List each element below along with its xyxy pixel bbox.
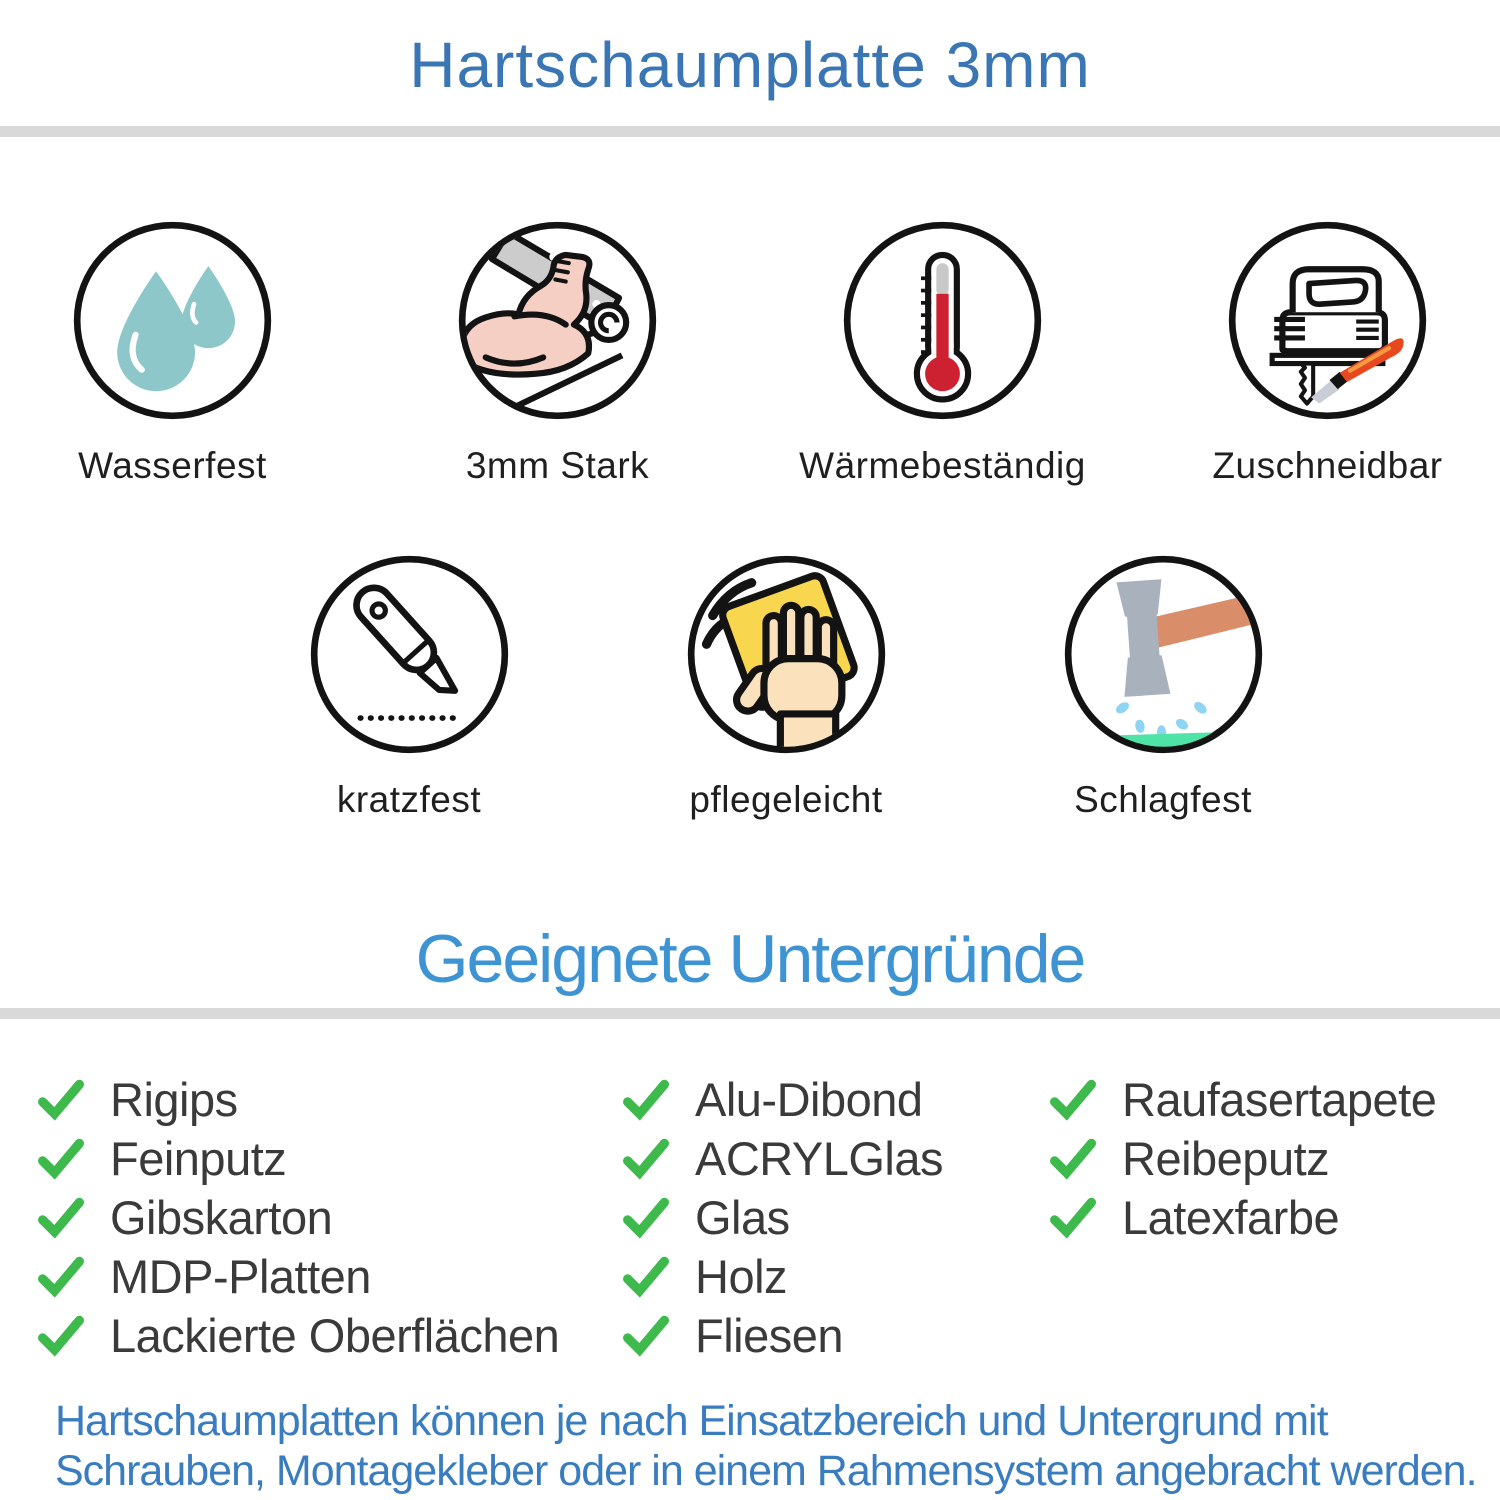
divider-line — [0, 1008, 1500, 1019]
substrate-column-3 — [1050, 1070, 1436, 1247]
section-title-untergruende: Geeignete Untergründe — [415, 921, 1085, 997]
list-item — [623, 1306, 943, 1365]
checkmark-icon — [623, 1077, 669, 1123]
list-item — [623, 1188, 943, 1247]
mounting-note-line1: Hartschaumplatten können je nach Einsatzbereich und Untergrund mit — [55, 1397, 1328, 1445]
water-drops-icon — [70, 218, 275, 423]
list-item — [1050, 1129, 1436, 1188]
substrate-label: Latexfarbe — [1122, 1191, 1340, 1244]
substrate-label: MDP-Platten — [110, 1250, 371, 1303]
feature-wasserfest — [70, 218, 275, 487]
divider-line — [0, 126, 1500, 137]
page-title: Hartschaumplatte 3mm — [409, 29, 1091, 101]
substrate-label: Fliesen — [695, 1309, 844, 1362]
feature-label: Wärmebeständig — [799, 445, 1086, 486]
mounting-note-line2: Schrauben, Montagekleber oder in einem Rahmensystem angebracht werden. — [55, 1447, 1477, 1495]
utility-knife-icon — [307, 552, 512, 757]
feature-label: Schlagfest — [1074, 779, 1252, 820]
feature-label: Zuschneidbar — [1212, 445, 1443, 486]
substrate-label: Raufasertapete — [1122, 1073, 1437, 1126]
feature-kratzfest — [307, 552, 512, 821]
thermometer-icon — [840, 218, 1045, 423]
hammer-impact-icon — [1061, 552, 1266, 757]
checkmark-icon — [1050, 1195, 1096, 1241]
substrate-label: Gibskarton — [110, 1191, 333, 1244]
feature-pflegeleicht — [684, 552, 889, 821]
checkmark-icon — [38, 1136, 84, 1182]
feature-label: pflegeleicht — [689, 779, 883, 820]
cleaning-cloth-hand-icon — [684, 552, 889, 757]
substrate-column-2 — [623, 1070, 943, 1365]
substrate-label: Glas — [695, 1191, 790, 1244]
checkmark-icon — [38, 1254, 84, 1300]
feature-3mm-stark — [455, 218, 660, 487]
substrate-label: Holz — [695, 1250, 788, 1303]
list-item — [38, 1070, 559, 1129]
list-item — [38, 1188, 559, 1247]
checkmark-icon — [38, 1195, 84, 1241]
substrate-column-1 — [38, 1070, 559, 1365]
list-item — [38, 1306, 559, 1365]
substrate-label: Feinputz — [110, 1132, 287, 1185]
checkmark-icon — [623, 1313, 669, 1359]
substrate-label: Lackierte Oberflächen — [110, 1309, 560, 1362]
checkmark-icon — [623, 1254, 669, 1300]
checkmark-icon — [623, 1136, 669, 1182]
feature-schlagfest — [1061, 552, 1266, 821]
list-item — [38, 1247, 559, 1306]
jigsaw-knife-icon — [1225, 218, 1430, 423]
feature-label: kratzfest — [336, 779, 482, 820]
feature-waermebestaendig — [799, 218, 1086, 487]
mounting-note — [55, 1396, 1477, 1496]
list-item — [623, 1129, 943, 1188]
checkmark-icon — [1050, 1077, 1096, 1123]
checkmark-icon — [38, 1313, 84, 1359]
feature-zuschneidbar — [1212, 218, 1443, 487]
muscle-arm-roll-icon — [455, 218, 660, 423]
list-item — [38, 1129, 559, 1188]
substrate-label: Rigips — [110, 1073, 238, 1126]
feature-label: 3mm Stark — [465, 445, 650, 486]
feature-label: Wasserfest — [78, 445, 267, 486]
list-item — [1050, 1188, 1436, 1247]
checkmark-icon — [38, 1077, 84, 1123]
list-item — [1050, 1070, 1436, 1129]
substrate-label: Reibeputz — [1122, 1132, 1330, 1185]
substrate-label: ACRYLGlas — [695, 1132, 944, 1185]
list-item — [623, 1247, 943, 1306]
substrate-label: Alu-Dibond — [695, 1073, 923, 1126]
feature-row-1 — [0, 218, 1500, 487]
list-item — [623, 1070, 943, 1129]
feature-row-2 — [0, 552, 1500, 821]
checkmark-icon — [1050, 1136, 1096, 1182]
checkmark-icon — [623, 1195, 669, 1241]
